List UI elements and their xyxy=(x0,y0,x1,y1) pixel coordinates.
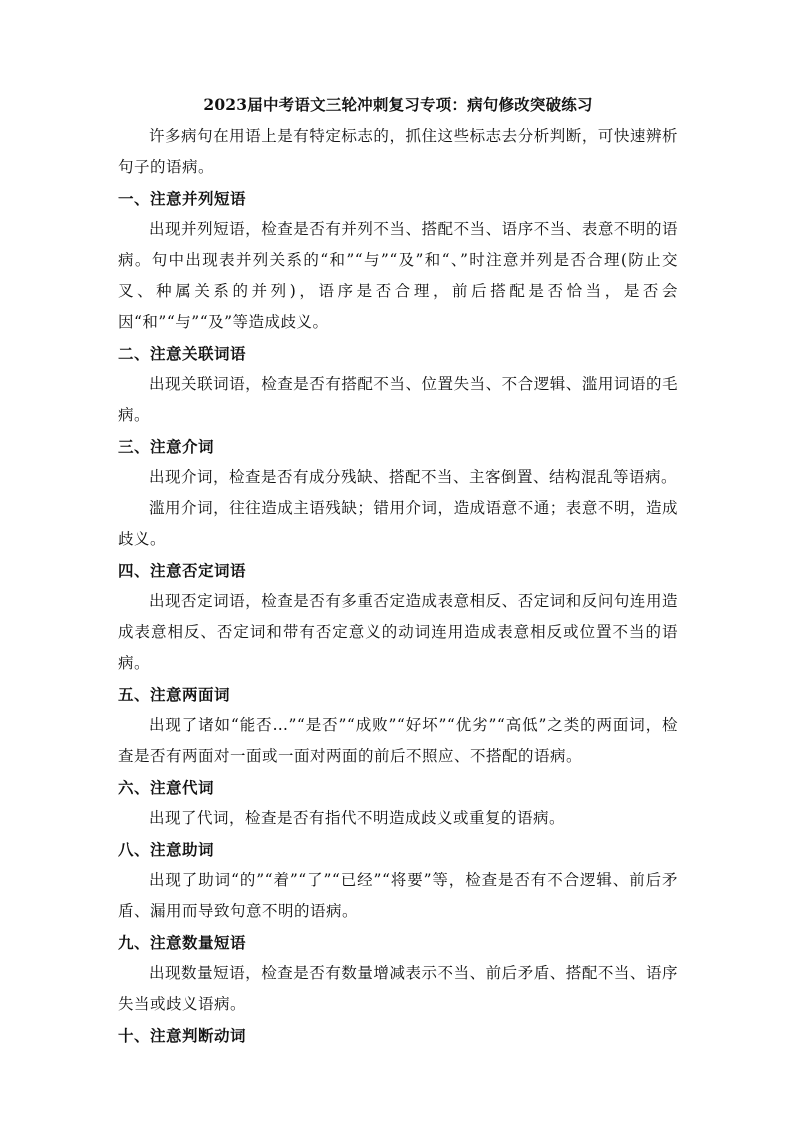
section-heading-5: 五、注意两面词 xyxy=(118,685,231,704)
section-6-paragraph: 出现了代词，检查是否有指代不明造成歧义或重复的语病。 xyxy=(149,809,566,827)
section-heading-9: 九、注意数量短语 xyxy=(118,933,247,952)
section-heading-2: 二、注意关联词语 xyxy=(118,344,247,363)
section-3-paragraph-1: 出现介词，检查是否有成分残缺、搭配不当、主客倒置、结构混乱等语病。 xyxy=(149,468,678,486)
section-heading-10: 十、注意判断动词 xyxy=(118,1026,247,1045)
section-9-paragraph: 出现数量短语，检查是否有数量增减表示不当、前后矛盾、搭配不当、语序失当或歧义语病。 xyxy=(118,964,678,1013)
intro-paragraph: 许多病句在用语上是有特定标志的，抓住这些标志去分析判断，可快速辨析句子的语病。 xyxy=(118,127,678,176)
section-4-paragraph: 出现否定词语，检查是否有多重否定造成表意相反、否定词和反问句连用造成表意相反、否定词和带有否定意义的动词连用造成表意相反或位置不当的语病。 xyxy=(118,592,678,672)
section-2-paragraph: 出现关联词语，检查是否有搭配不当、位置失当、不合逻辑、滥用词语的毛病。 xyxy=(118,375,678,424)
section-1-paragraph: 出现并列短语，检查是否有并列不当、搭配不当、语序不当、表意不明的语病。句中出现表并列关系的“和”“与”“及”和“、”时注意并列是否合理(防止交叉、种属关系的并列)，语序是否合理，前后搭配是否恰当，是否会因“和”“与”“及”等造成歧义。 xyxy=(118,220,678,331)
document-page xyxy=(118,94,678,1051)
section-5-paragraph: 出现了诸如“能否…”“是否”“成败”“好坏”“优劣”“高低”之类的两面词，检查是否有两面对一面或一面对两面的前后不照应、不搭配的语病。 xyxy=(118,716,678,765)
section-3-paragraph-2: 滥用介词，往往造成主语残缺；错用介词，造成语意不通；表意不明，造成歧义。 xyxy=(118,499,678,548)
section-8-paragraph: 出现了助词“的”“着”“了”“已经”“将要”等，检查是否有不合逻辑、前后矛盾、漏用而导致句意不明的语病。 xyxy=(118,871,678,920)
section-heading-1: 一、注意并列短语 xyxy=(118,189,247,208)
section-heading-3: 三、注意介词 xyxy=(118,437,215,456)
section-heading-6: 六、注意代词 xyxy=(118,778,215,797)
section-heading-4: 四、注意否定词语 xyxy=(118,561,247,580)
section-heading-8: 八、注意助词 xyxy=(118,840,215,859)
document-title: 2023届中考语文三轮冲刺复习专项：病句修改突破练习 xyxy=(203,95,593,114)
